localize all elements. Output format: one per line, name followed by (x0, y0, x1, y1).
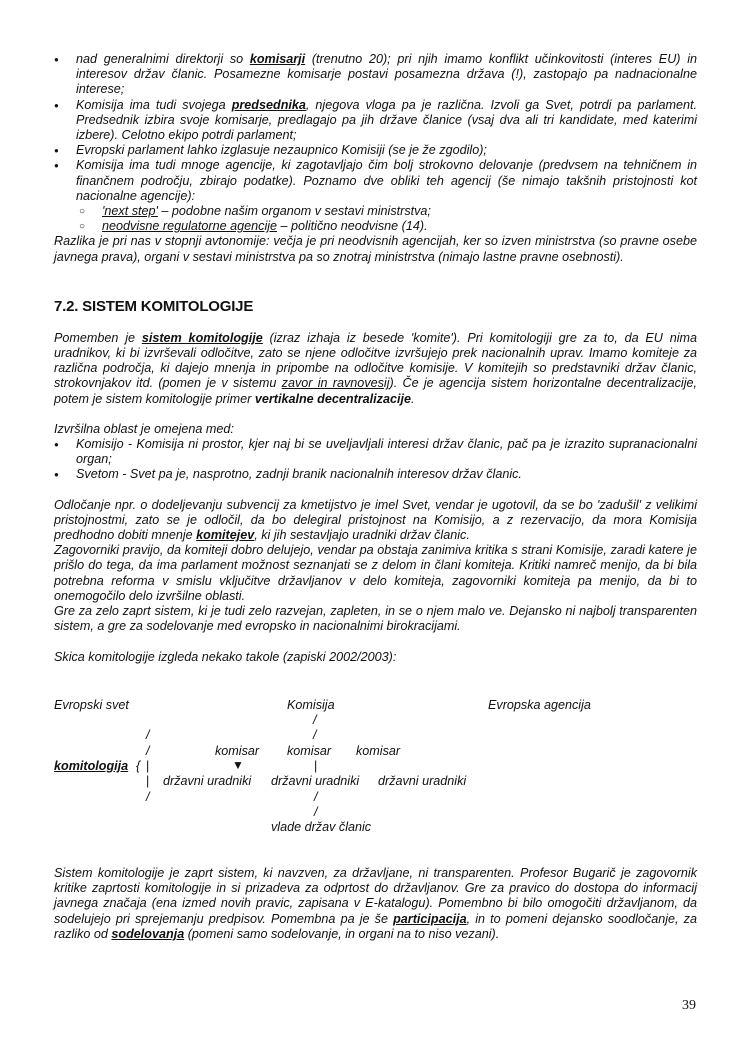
sub-list-item (54, 204, 697, 219)
connector-slash: / (146, 790, 150, 804)
text: Evropski parlament lahko izglasuje nezaupnico Komisiji (se je že zgodilo); (76, 143, 487, 158)
izvrsilna-intro: Izvršilna oblast je omejena med: (54, 421, 234, 436)
list-item (54, 52, 697, 98)
skica-intro: Skica komitologije izgleda nekako takole (zapiski 2002/2003): (54, 649, 397, 664)
term-komitejev: komitejev (196, 528, 255, 543)
connector-slash: / (314, 790, 318, 804)
text: Odločanje npr. o dodeljevanju subvencij za kmetijstvo je imel Svet, vendar je ugotovil, da se bo 'zadušil' z velikimi pristojnostmi, zato se je odločil, da bo delegiral pristojnost na Komisijo, a z rezervacijo, da mora Komisija predhodno dobiti mnenje (54, 497, 697, 543)
text: Komisija ima tudi mnoge agencije, ki zagotavljajo čim bolj strokovno delovanje (predvsem na tehničnem in finančnem področju, zbirajo podatke). Poznamo dve obliki teh agencij (še nimajo takšnih pristojnosti kot nacionalne agencije): (76, 158, 697, 203)
text: Sistem komitologije je zaprt sistem, ki navzven, za državljane, ni transparenten. Profesor Bugarič je zagovornik kritike zaprtosti komitologije in si prizadeva za odprtost do državljanov. Gre za pravico do dostopa do informacij javnega značaja (ena izmed novih pravic, zapisana v E-katalogu). Pomembno bi bilo omogočiti državljanom, da sodelujejo pri sprejemanju predpisov. Pomembna pa je še (54, 866, 697, 926)
label-evropski-svet: Evropski svet (54, 698, 129, 712)
label-komisar: komisar (356, 744, 401, 758)
text: (trenutno 20); pri njih imamo konflikt učinkovitosti (interes EU) in interesov držav članic. Posamezne komisarje postavi posamezna država (!), zastopajo pa nadnacionalne interese; (76, 52, 697, 97)
label-drzavni-uradniki: državni uradniki (163, 774, 252, 788)
paragraph-razlika: Razlika je pri nas v stopnji avtonomije: večja je pri neodvisnih agencijah, ker so izven ministrstva (so pravne osebe javnega prava), organi v sestavi ministrstva pa so znotraj ministrstva (nimajo lastne pravne osebnosti). (54, 234, 697, 264)
term-vertikalne-decentralizacije: vertikalne decentralizacije (254, 391, 411, 406)
label-drzavni-uradniki: državni uradniki (378, 774, 467, 788)
text: . (410, 391, 415, 406)
term-komisarji: komisarji (249, 52, 306, 66)
list-item (54, 158, 697, 234)
label-komisar: komisar (215, 744, 260, 758)
text: nad generalnimi direktorji so (76, 52, 250, 66)
izvrsilna-list (54, 437, 697, 483)
text: Pomemben je (54, 330, 142, 345)
sub-list (54, 204, 697, 234)
label-komisija: Komisija (287, 698, 335, 712)
sub-list-item (54, 219, 697, 234)
label-komitologija: komitologija (54, 759, 129, 773)
connector-slash: / (314, 805, 318, 819)
term-predsednika: predsednika (231, 97, 306, 112)
term-zavor-in-ravnovesij: zavor in ravnovesij (281, 376, 390, 391)
page-number: 39 (682, 998, 696, 1013)
connector-slash: / (313, 728, 317, 742)
text: ). Če je agencija sistem horizontalne decentralizacije, potem je sistem komitologije primer (54, 376, 697, 406)
document-page (54, 52, 697, 665)
section-heading: 7.2. SISTEM KOMITOLOGIJE (54, 297, 254, 315)
paragraph-gre: Gre za zelo zaprt sistem, ki je tudi zelo razvejan, zapleten, in se o njem malo ve. Dejansko ni najbolj transparenten sistem, a gre za sodelovanje med evropsko in nacionalnimi birokracijami. (54, 604, 697, 634)
text: – podobne našim organom v sestavi ministrstva; (157, 204, 431, 219)
term-participacija: participacija (393, 911, 467, 926)
paragraph-odlocanje (54, 498, 697, 544)
label-evropska-agencija: Evropska agencija (488, 698, 591, 712)
list-item: ● Svetom - Svet pa je, nasprotno, zadnji branik nacionalnih interesov držav članic. (54, 467, 697, 482)
list-item (54, 98, 697, 144)
paragraph-zagovorniki: Zagovorniki pravijo, da komiteji dobro delujejo, vendar pa obstaja zanimiva kritika s strani Komisije, zaradi katere je prišlo do tega, da ima parlament možnost seznanjati se z delom in člani komiteja. Kritiki namreč menijo, da bi bila potrebna reforma v smislu vključitve državljanov v delo komiteja, zagovorniki komiteja pa menijo, da bi to onemogočilo delo izvršilne oblasti. (54, 543, 697, 603)
term-next-step: 'next step' (102, 204, 158, 219)
text: , njegova vloga pa je različna. Izvoli ga Svet, potrdi pa parlament. Predsednik izbira svoje komisarje, predlagajo pa jih države članice (vsaj dva ali tri kandidate, med katerimi izbere). Celotno ekipo potrdi parlament; (76, 97, 698, 143)
connector-bar: | (314, 759, 318, 773)
connector-slash: / (313, 713, 317, 727)
list-item: ● Komisijo - Komisija ni prostor, kjer naj bi se uveljavljali interesi držav članic, pač pa je izrazito supranacionalni organ; (54, 437, 697, 467)
connector-bar: | (146, 774, 150, 788)
paragraph-komitologija (54, 331, 697, 407)
label-drzavni-uradniki: državni uradniki (271, 774, 360, 788)
arrow-down-icon: ▼ (232, 758, 244, 772)
connector-slash: / (146, 728, 150, 742)
text: (pomeni samo sodelovanje, in organi na to niso vezani). (184, 926, 500, 941)
text: , ki jih sestavljajo uradniki držav članic. (254, 528, 470, 543)
term-neodvisne-agencije: neodvisne regulatorne agencije (102, 219, 278, 234)
text: Komisija ima tudi svojega (76, 97, 232, 112)
connector-slash: / (146, 744, 150, 758)
term-sodelovanja: sodelovanja (111, 926, 185, 941)
label-vlade-drzav-clanic: vlade držav članic (271, 820, 372, 834)
connector-bar: | (146, 759, 150, 773)
text: (izraz izhaja iz besede 'komite'). Pri komitologiji gre za to, da EU nima uradnikov, ki bi izvrševali odločitve, zato se njene odločitve izvršujejo prek nacionalnih uprav. Imamo komiteje za različna področja, ki dajejo mnenja in pripombe na odločitve komisije. V komitejih so predstavniki držav članic, strokovnjakov itd. (pomen je v sistemu (54, 330, 698, 391)
label-komisar: komisar (287, 744, 332, 758)
paragraph-final (54, 866, 697, 942)
text: – politično neodvisne (14). (277, 219, 428, 234)
term-sistem-komitologije: sistem komitologije (141, 330, 263, 345)
top-bullet-list (54, 52, 697, 234)
text: , in to pomeni dejansko soodločanje, za razliko od (54, 911, 697, 941)
brace-icon: { (136, 759, 141, 773)
list-item (54, 143, 697, 158)
